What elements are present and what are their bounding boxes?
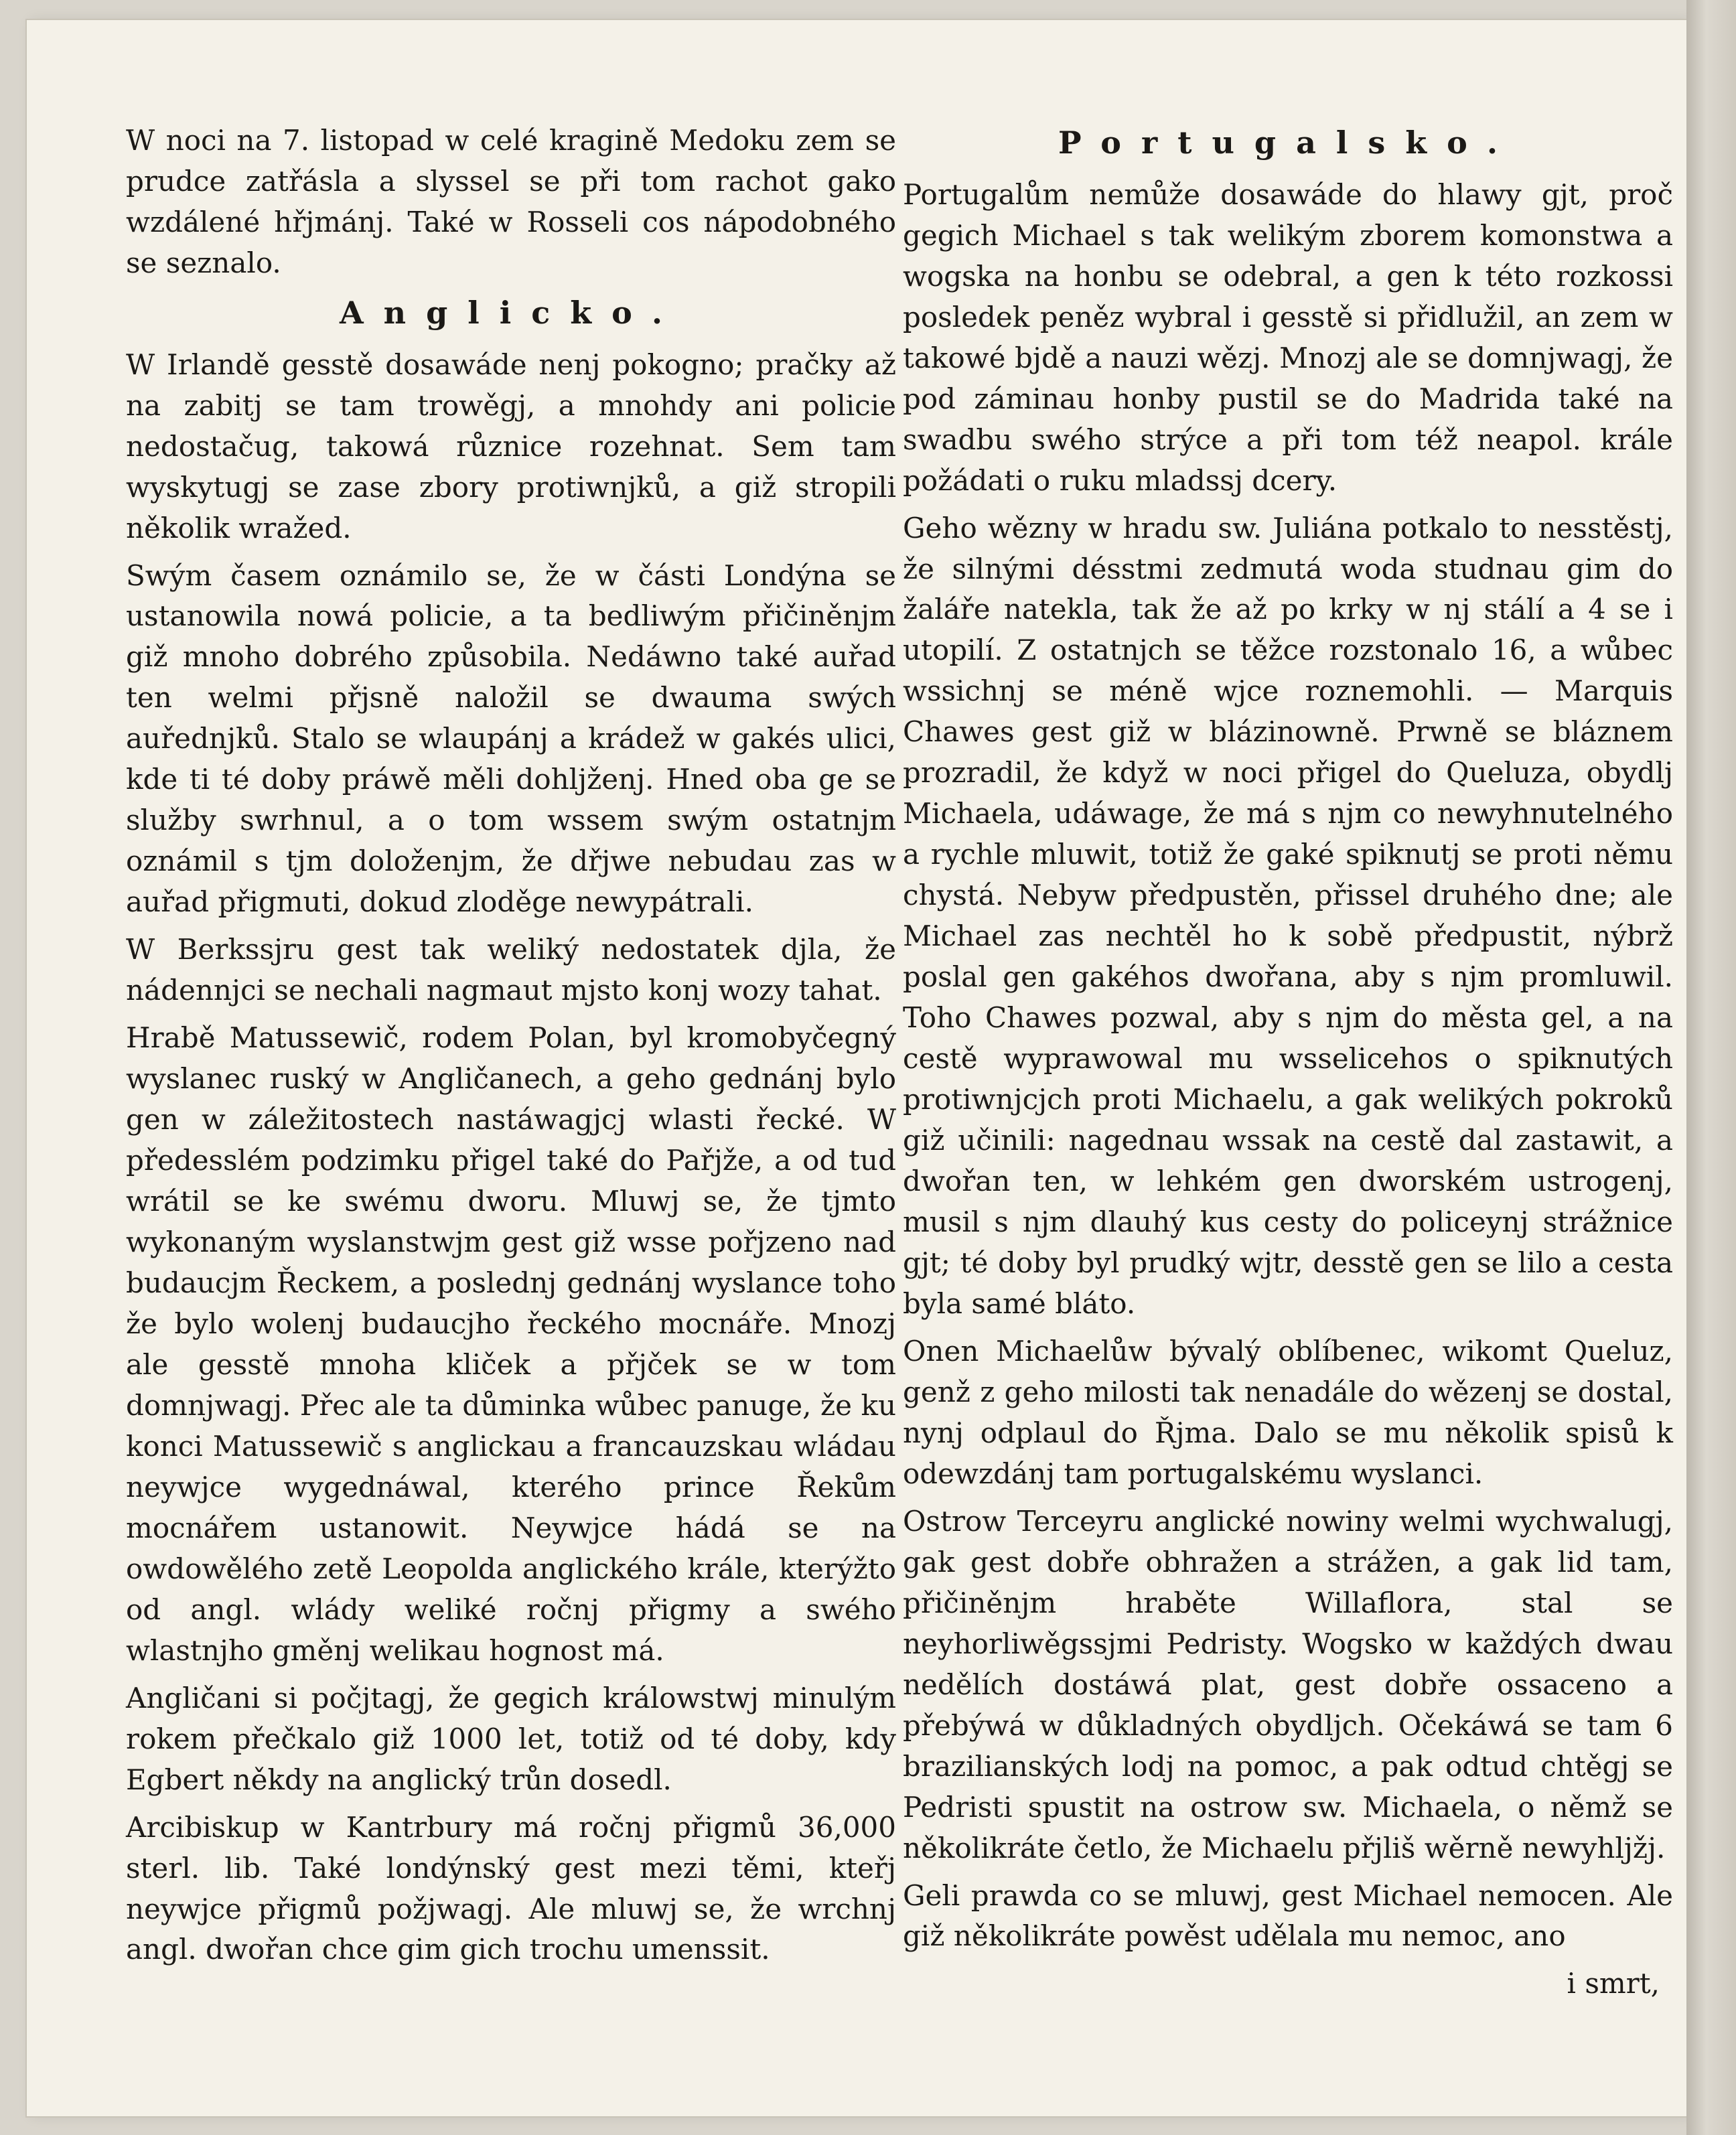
paragraph-michael-illness: Geli prawda co se mluwj, gest Michael nemocen. Ale giž několikráte powěst udělala mu nemoc, ano: [903, 1879, 1673, 1953]
section-heading-anglicko: Anglicko.: [339, 294, 683, 331]
paragraph-prisoners: Geho wězny w hradu sw. Juliána potkalo to nesstěstj, že silnými désstmi zedmutá woda studnau gim do žaláře natekla, tak že až po krky w nj stálí a 4 se i utopilí. Z ostatnjch se těžce rozstonalo 16, a wůbec wssichnj se méně wjce roznemohli. — Marquis Chawes gest giž w blázinowně. Prwně se bláznem prozradil, že když w noci přigel do Queluza, obydlj Michaela, udáwage, že má s njm co newyhnutelného a rychle mluwit, totiž že gaké spiknutj se proti němu chystá. Nebyw předpustěn, přissel druhého dne; ale Michael zas nechtěl ho k sobě předpustit, nýbrž poslal gen gakéhos dwořana, aby s njm promluwil. Toho Chawes pozwal, aby s njm do města gel, a na cestě wyprawowal mu wsselicehos o spiknutých protiwnjcjch proti Michaelu, a gak welikých pokroků giž učinili: nagednau wssak na cestě dal zastawit, a dwořan ten, w lehkém gen dworském ustrogenj, musil s njm dlauhý kus cesty do policeynj strážnice gjt; té doby byl prudký wjtr, desstě gen se lilo a cesta byla samé bláto.: [903, 511, 1673, 1320]
paragraph-matussewic: Hrabě Matussewič, rodem Polan, byl kromobyčegný wyslanec ruský w Angličanech, a geho gednánj bylo gen w záležitostech nastáwagjcj wlasti řecké. W předesslém podzimku přigel také do Pařjže, a od tud wrátil se ke swému dworu. Mluwj se, že tjmto wykonaným wyslanstwjm gest giž wsse pořjzeno nad budaucjm Řeckem, a poslednj gednánj wyslance toho že bylo wolenj budaucjho řeckého mocnáře. Mnozj ale gesstě mnoha kliček a přjček se w tom domnjwagj. Přec ale ta důminka wůbec panuge, že ku konci Matussewič s anglickau a francauzskau wládau neywjce wygednáwal, kterého prince Řekům mocnářem ustanowit. Neywjce hádá se na owdowělého zetě Leopolda anglického krále, kterýžto od angl. wlády weliké ročnj přigmy a swého wlastnjho gměnj welikau hognost má.: [126, 1021, 896, 1667]
paragraph-kingdom-age: Angličani si počjtagj, že gegich králowstwj minulým rokem přečkalo giž 1000 let, totiž od té doby, kdy Egbert někdy na anglický trůn dosedl.: [126, 1681, 896, 1796]
paragraph-berkshire: W Berkssjru gest tak weliký nedostatek djla, že nádennjci se nechali nagmaut mjsto konj wozy tahat.: [126, 933, 896, 1007]
right-column: [903, 121, 1673, 2004]
left-column: [126, 121, 896, 1977]
paragraph-terceira: Ostrow Terceyru anglické nowiny welmi wychwalugj, gak gest dobře obhražen a strážen, a gak lid tam, přičiněnjm hraběte Willaflora, stal se neyhorliwěgssjmi Pedristy. Wogsko w každých dwau nedělích dostáwá plat, gest dobře ossaceno a přebýwá w důkladných obydljch. Očekáwá se tam 6 brazilianských lodj na pomoc, a pak odtud chtěgj se Pedristi spustit na ostrow sw. Michaela, o němž se několikráte četlo, že Michaelu přjliš wěrně newyhljžj.: [903, 1504, 1673, 1864]
paragraph-michael-hunt: Portugalům nemůže dosawáde do hlawy gjt, proč gegich Michael s tak welikým zborem komonstwa a wogska na honbu se odebral, a gen k této rozkossi posledek peněz wybral i gesstě si přidlužil, an zem w takowé bjdě a nauzi wězj. Mnozj ale se domnjwagj, že pod záminau honby pustil se do Madrida také na swadbu swého strýce a při tom též neapol. krále požádati o ruku mladssj dcery.: [903, 177, 1673, 497]
newspaper-page: [27, 20, 1686, 2116]
section-heading-portugalsko: Portugalsko.: [1058, 125, 1518, 161]
closing-line: i smrt,: [1567, 1967, 1660, 2000]
paragraph-london-police: Swým časem oznámilo se, že w části Londýna se ustanowila nowá policie, a ta bedliwým přičiněnjm giž mnoho dobrého způsobila. Nedáwno také auřad ten welmi přjsně naložil se dwauma swých auřednjků. Stalo se wlaupánj a krádež w gakés ulici, kde ti té doby práwě měli dohljženj. Hned oba ge se služby swrhnul, a o tom wssem swým ostatnjm oznámil s tjm doloženjm, že dřjwe nebudau zas w auřad přigmuti, dokud zloděge newypátrali.: [126, 559, 896, 919]
paragraph-archbishop: Arcibiskup w Kantrbury má ročnj přigmů 36,000 sterl. lib. Také londýnský gest mezi těmi, kteřj neywjce přigmů požjwagj. Ale mluwj se, že wrchnj angl. dwořan chce gim gich trochu umenssit.: [126, 1810, 896, 1966]
page-edge: [1686, 0, 1736, 2135]
intro-paragraph: W noci na 7. listopad w celé kragině Medoku zem se prudce zatřásla a slyssel se při tom rachot gako wzdálené hřjmánj. Také w Rosseli cos nápodobného se seznalo.: [126, 124, 896, 279]
paragraph-ireland: W Irlandě gesstě dosawáde nenj pokogno; pračky až na zabitj se tam trowěgj, a mnohdy ani policie nedostačug, takowá různice rozehnat. Sem tam wyskytugj se zase zbory protiwnjků, a giž stropili několik wražed.: [126, 348, 896, 544]
paragraph-queluz: Onen Michaelůw bývalý oblíbenec, wikomt Queluz, genž z geho milosti tak nenadále do wězenj se dostal, nynj odplaul do Řjma. Dalo se mu několik spisů k odewzdánj tam portugalskému wyslanci.: [903, 1334, 1673, 1490]
